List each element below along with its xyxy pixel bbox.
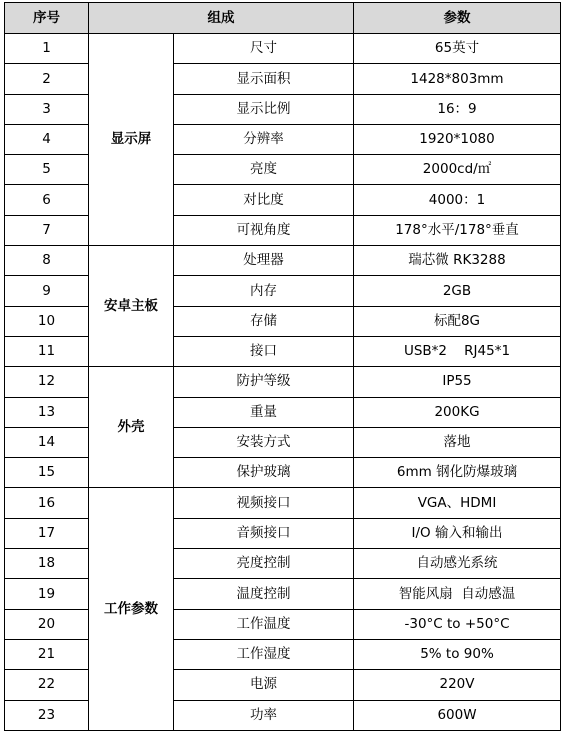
item-name: 重量 [174, 397, 354, 427]
row-index: 10 [5, 306, 89, 336]
table-row [5, 700, 561, 730]
header-component: 组成 [89, 3, 354, 34]
item-value: 6mm 钢化防爆玻璃 [354, 458, 561, 488]
table-row [5, 124, 561, 154]
item-value: 瑞芯微 RK3288 [354, 246, 561, 276]
table-row [5, 518, 561, 548]
table-row [5, 246, 561, 276]
item-value: USB*2 RJ45*1 [354, 336, 561, 366]
spec-table-body [5, 34, 561, 731]
table-row [5, 34, 561, 64]
table-row [5, 367, 561, 397]
item-value: 600W [354, 700, 561, 730]
item-name: 显示面积 [174, 64, 354, 94]
item-value: 标配8G [354, 306, 561, 336]
row-index: 18 [5, 549, 89, 579]
table-row [5, 94, 561, 124]
row-index: 4 [5, 124, 89, 154]
item-name: 音频接口 [174, 518, 354, 548]
group-label: 显示屏 [89, 34, 174, 246]
row-index: 15 [5, 458, 89, 488]
group-label: 安卓主板 [89, 246, 174, 367]
item-name: 工作湿度 [174, 639, 354, 669]
item-value: 178°水平/178°垂直 [354, 215, 561, 245]
item-value: 智能风扇 自动感温 [354, 579, 561, 609]
item-name: 视频接口 [174, 488, 354, 518]
table-row [5, 185, 561, 215]
header-params: 参数 [354, 3, 561, 34]
row-index: 3 [5, 94, 89, 124]
item-name: 亮度控制 [174, 549, 354, 579]
item-name: 防护等级 [174, 367, 354, 397]
item-name: 保护玻璃 [174, 458, 354, 488]
spec-table [4, 2, 561, 731]
item-value: 1920*1080 [354, 124, 561, 154]
item-name: 工作温度 [174, 609, 354, 639]
table-row [5, 488, 561, 518]
row-index: 13 [5, 397, 89, 427]
item-value: IP55 [354, 367, 561, 397]
row-index: 2 [5, 64, 89, 94]
row-index: 16 [5, 488, 89, 518]
item-value: 16：9 [354, 94, 561, 124]
item-name: 电源 [174, 670, 354, 700]
item-name: 分辨率 [174, 124, 354, 154]
table-row [5, 276, 561, 306]
item-name: 存储 [174, 306, 354, 336]
row-index: 7 [5, 215, 89, 245]
table-row [5, 549, 561, 579]
table-row [5, 427, 561, 457]
row-index: 6 [5, 185, 89, 215]
item-value: 2GB [354, 276, 561, 306]
item-value: 5% to 90% [354, 639, 561, 669]
item-name: 接口 [174, 336, 354, 366]
item-name: 显示比例 [174, 94, 354, 124]
row-index: 12 [5, 367, 89, 397]
group-label: 外壳 [89, 367, 174, 488]
header-index: 序号 [5, 3, 89, 34]
row-index: 1 [5, 34, 89, 64]
row-index: 20 [5, 609, 89, 639]
table-row [5, 306, 561, 336]
table-row [5, 336, 561, 366]
item-value: I/O 输入和输出 [354, 518, 561, 548]
row-index: 17 [5, 518, 89, 548]
row-index: 11 [5, 336, 89, 366]
item-name: 温度控制 [174, 579, 354, 609]
table-row [5, 64, 561, 94]
row-index: 23 [5, 700, 89, 730]
row-index: 19 [5, 579, 89, 609]
table-row [5, 458, 561, 488]
item-name: 可视角度 [174, 215, 354, 245]
item-value: 自动感光系统 [354, 549, 561, 579]
table-row [5, 639, 561, 669]
row-index: 5 [5, 155, 89, 185]
header-row [5, 3, 561, 34]
item-name: 对比度 [174, 185, 354, 215]
item-value: 65英寸 [354, 34, 561, 64]
table-row [5, 609, 561, 639]
item-value: 1428*803mm [354, 64, 561, 94]
item-name: 功率 [174, 700, 354, 730]
row-index: 8 [5, 246, 89, 276]
item-name: 尺寸 [174, 34, 354, 64]
item-name: 内存 [174, 276, 354, 306]
row-index: 22 [5, 670, 89, 700]
group-label: 工作参数 [89, 488, 174, 730]
item-value: VGA、HDMI [354, 488, 561, 518]
item-value: 4000：1 [354, 185, 561, 215]
item-name: 安装方式 [174, 427, 354, 457]
item-value: 2000cd/㎡ [354, 155, 561, 185]
item-value: -30°C to +50°C [354, 609, 561, 639]
table-row [5, 579, 561, 609]
row-index: 21 [5, 639, 89, 669]
table-row [5, 155, 561, 185]
item-name: 亮度 [174, 155, 354, 185]
row-index: 14 [5, 427, 89, 457]
item-value: 220V [354, 670, 561, 700]
table-row [5, 397, 561, 427]
row-index: 9 [5, 276, 89, 306]
table-row [5, 670, 561, 700]
item-value: 200KG [354, 397, 561, 427]
spec-table-container [4, 2, 561, 731]
item-value: 落地 [354, 427, 561, 457]
item-name: 处理器 [174, 246, 354, 276]
table-row [5, 215, 561, 245]
